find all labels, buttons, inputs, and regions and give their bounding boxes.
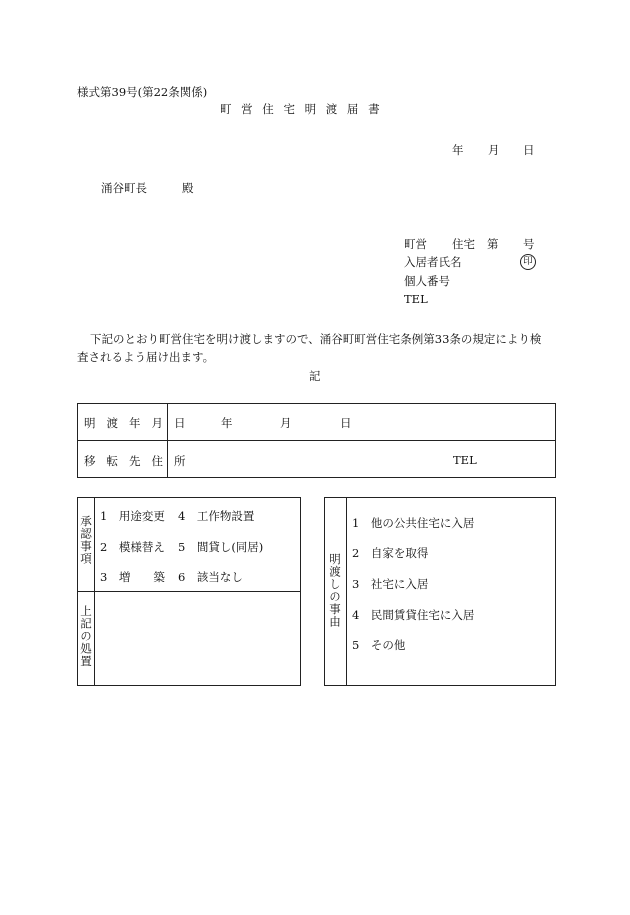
addressee-honorific: 殿 xyxy=(182,181,194,195)
disposal-label: 上記の処置 xyxy=(79,605,93,668)
date-month: 月 xyxy=(488,143,500,157)
reasons-label: 明渡しの事由 xyxy=(328,553,342,628)
approval-item-left: 1 用途変更 xyxy=(100,509,165,523)
new-address-label: 移転先住所 xyxy=(84,454,197,468)
applicant-tel-label: TEL xyxy=(404,292,428,306)
date-day: 日 xyxy=(523,143,535,157)
body-text-line2: 査されるよう届け出ます。 xyxy=(77,350,215,364)
house-prefix: 町営 xyxy=(404,237,427,251)
seal-icon: 印 xyxy=(520,254,536,270)
reason-item: 4 民間賃貸住宅に入居 xyxy=(352,608,475,622)
form-number: 様式第39号(第22条関係) xyxy=(77,85,208,99)
approval-item-left: 2 模様替え xyxy=(100,540,165,554)
body-text-line1: 下記のとおり町営住宅を明け渡しますので、涌谷町町営住宅条例第33条の規定により検 xyxy=(90,332,542,346)
move-out-day: 日 xyxy=(340,416,352,430)
move-out-date-label: 明渡年月日 xyxy=(84,416,197,430)
applicant-name-label: 入居者氏名 xyxy=(404,255,462,269)
date-year: 年 xyxy=(452,143,464,157)
approval-label: 承認事項 xyxy=(79,515,93,565)
reason-item: 1 他の公共住宅に入居 xyxy=(352,516,475,530)
reason-item: 5 その他 xyxy=(352,638,406,652)
addressee-name: 涌谷町長 xyxy=(101,181,147,195)
house-suffix: 住宅 xyxy=(452,237,475,251)
number-prefix: 第 xyxy=(487,237,499,251)
number-suffix: 号 xyxy=(523,237,535,251)
document-title: 町 営 住 宅 明 渡 届 書 xyxy=(220,102,383,116)
approval-item-right: 4 工作物設置 xyxy=(178,509,255,523)
personal-number-label: 個人番号 xyxy=(404,274,450,288)
ki-label: 記 xyxy=(309,369,321,383)
approval-item-right: 6 該当なし xyxy=(178,570,243,584)
new-address-tel: TEL xyxy=(453,453,477,467)
move-out-year: 年 xyxy=(221,416,233,430)
reason-item: 2 自家を取得 xyxy=(352,546,429,560)
approval-item-left: 3 増 築 xyxy=(100,570,165,584)
approval-item-right: 5 間貸し(同居) xyxy=(178,540,264,554)
reason-item: 3 社宅に入居 xyxy=(352,577,429,591)
move-out-month: 月 xyxy=(280,416,292,430)
